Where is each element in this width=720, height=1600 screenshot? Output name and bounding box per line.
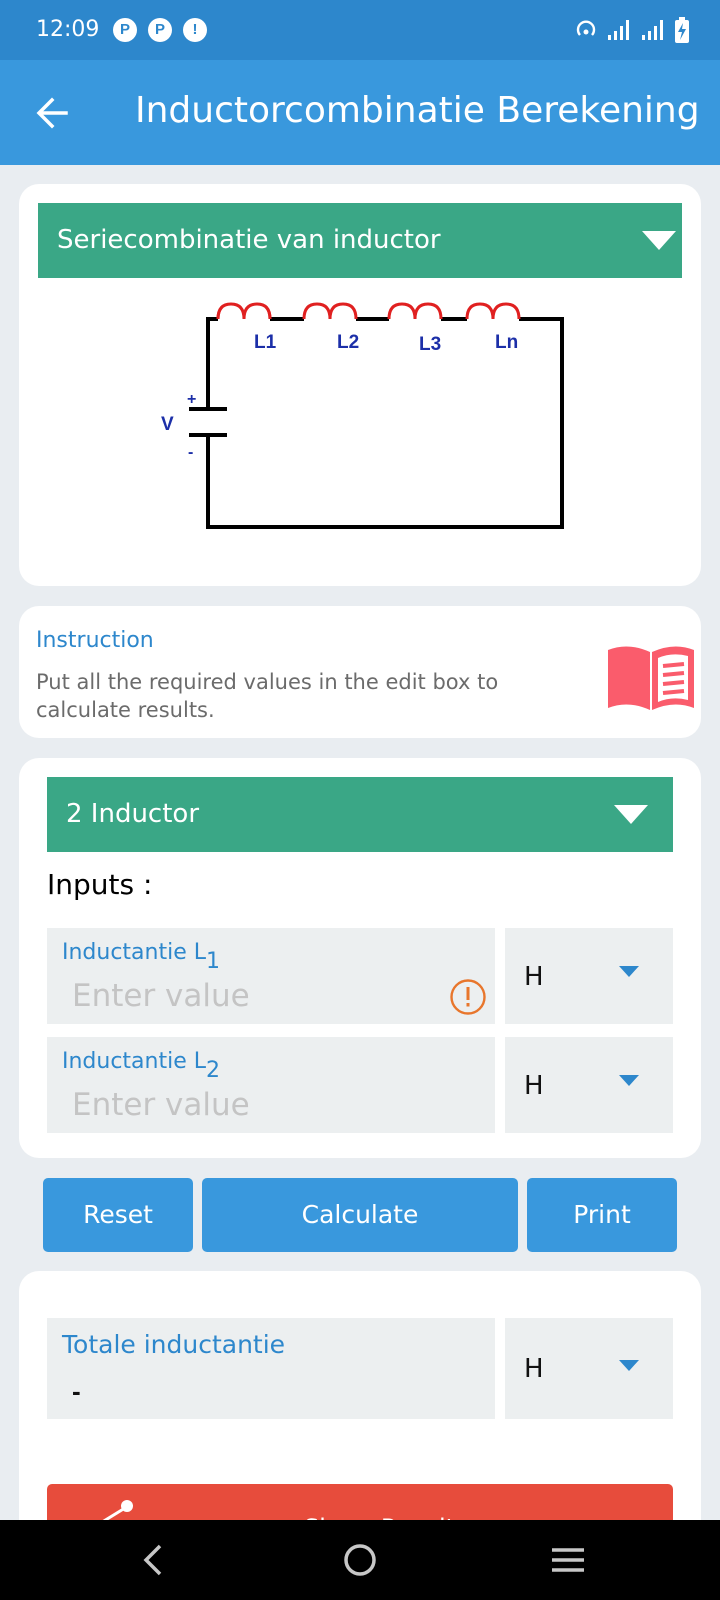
source-label: V [161, 414, 174, 435]
instruction-card [19, 606, 701, 738]
field-label: Inductantie $L_1$ [62, 940, 221, 974]
inductor-label: L2 [337, 332, 360, 353]
inductance-l2-input[interactable] [72, 1085, 432, 1125]
hotspot-icon [574, 18, 598, 42]
unit-select-l2[interactable] [505, 1037, 673, 1133]
dropdown-arrow-icon [619, 966, 639, 977]
unit-select-result[interactable] [505, 1318, 673, 1419]
inductor-count-label: 2 Inductor [66, 799, 200, 829]
dropdown-arrow-icon [642, 231, 676, 250]
status-time: 12:09 [36, 17, 100, 42]
notification-circle-icon: P [113, 18, 137, 42]
instruction-title: Instruction [36, 628, 154, 653]
combination-dropdown[interactable] [38, 203, 682, 278]
series-circuit-diagram [149, 299, 569, 539]
combination-label: Seriecombinatie van inductor [57, 225, 441, 255]
minus-sign: - [188, 444, 194, 461]
status-icons [574, 16, 690, 44]
result-label: Totale inductantie [62, 1330, 286, 1359]
recents-nav-icon[interactable] [544, 1536, 592, 1584]
inductance-l2-field[interactable] [47, 1037, 495, 1133]
status-bar [0, 0, 720, 60]
reset-button[interactable]: Reset [43, 1178, 193, 1252]
inputs-heading: Inputs : [47, 868, 153, 901]
inductance-l1-field[interactable] [47, 928, 495, 1024]
alert-icon: ! [183, 18, 207, 42]
dropdown-arrow-icon [614, 805, 648, 824]
instruction-text: Put all the required values in the edit box to calculate results. [36, 670, 499, 722]
print-button[interactable]: Print [527, 1178, 677, 1252]
field-label: Inductantie $L_2$ [62, 1049, 221, 1083]
inductance-l1-input[interactable] [72, 976, 432, 1016]
total-inductance-field [47, 1318, 495, 1419]
unit-value: H [524, 962, 544, 992]
unit-value: H [524, 1071, 544, 1101]
inputs-card [19, 758, 701, 1158]
page-title: Inductorcombinatie Berekening [135, 90, 700, 131]
notification-circle-icon: P [148, 18, 172, 42]
dropdown-arrow-icon [619, 1075, 639, 1086]
unit-select-l1[interactable] [505, 928, 673, 1024]
calculate-button[interactable]: Calculate [202, 1178, 518, 1252]
book-icon[interactable] [606, 644, 696, 712]
result-value: - [72, 1376, 81, 1406]
inductor-count-dropdown[interactable] [47, 777, 673, 852]
dropdown-arrow-icon [619, 1360, 639, 1371]
inductor-label: L3 [419, 334, 442, 355]
back-nav-icon[interactable] [130, 1536, 178, 1584]
plus-sign: + [187, 391, 197, 408]
app-bar [0, 60, 720, 165]
inductor-label: L1 [254, 332, 277, 353]
inductor-label: Ln [495, 332, 519, 353]
battery-charging-icon [674, 17, 690, 43]
warning-icon [449, 978, 487, 1016]
system-nav-bar [0, 1520, 720, 1600]
signal-icon [640, 18, 666, 42]
signal-icon [606, 18, 632, 42]
home-nav-icon[interactable] [336, 1536, 384, 1584]
arrow-left-icon[interactable] [28, 88, 78, 138]
circuit-card [19, 184, 701, 586]
unit-value: H [524, 1354, 544, 1384]
